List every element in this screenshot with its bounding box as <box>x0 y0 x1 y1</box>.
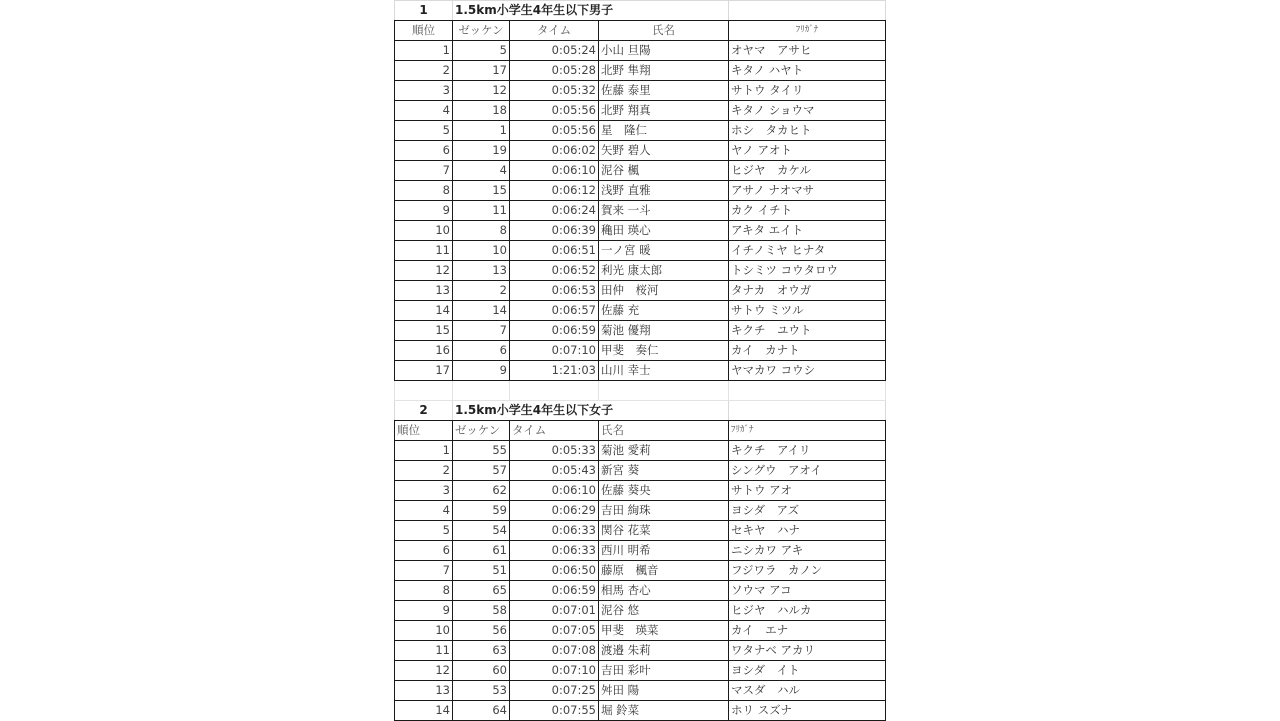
rank-cell[interactable]: 5 <box>395 121 453 141</box>
furigana-cell[interactable]: アサノ ナオマサ <box>729 181 886 201</box>
furigana-cell[interactable]: アキタ エイト <box>729 221 886 241</box>
table-row <box>395 661 886 681</box>
time-cell[interactable]: 0:06:39 <box>510 221 599 241</box>
time-cell[interactable]: 0:07:10 <box>510 341 599 361</box>
name-cell[interactable]: 甲斐 瑛菜 <box>599 621 729 641</box>
bib-cell[interactable]: 63 <box>453 641 510 661</box>
rank-cell[interactable]: 3 <box>395 481 453 501</box>
name-cell[interactable]: 山川 幸士 <box>599 361 729 381</box>
time-cell[interactable]: 0:05:43 <box>510 461 599 481</box>
furigana-cell[interactable]: イチノミヤ ヒナタ <box>729 241 886 261</box>
section-title-row <box>395 401 886 421</box>
name-cell[interactable]: 藤原 楓音 <box>599 561 729 581</box>
name-cell[interactable]: 吉田 彩叶 <box>599 661 729 681</box>
table-row <box>395 181 886 201</box>
rank-cell[interactable]: 5 <box>395 521 453 541</box>
name-cell[interactable]: 佐藤 葵央 <box>599 481 729 501</box>
results-sheet <box>394 0 885 721</box>
rank-cell[interactable]: 11 <box>395 641 453 661</box>
furigana-cell[interactable]: オヤマ アサヒ <box>729 41 886 61</box>
header-time[interactable]: タイム <box>510 421 599 441</box>
time-cell[interactable]: 0:07:10 <box>510 661 599 681</box>
name-cell[interactable]: 吉田 絢珠 <box>599 501 729 521</box>
table-row <box>395 261 886 281</box>
rank-cell[interactable]: 8 <box>395 181 453 201</box>
header-bib[interactable]: ゼッケン <box>453 421 510 441</box>
furigana-cell[interactable]: ソウマ アコ <box>729 581 886 601</box>
section-number[interactable]: 2 <box>395 401 453 421</box>
table-row <box>395 621 886 641</box>
table-row <box>395 361 886 381</box>
section-title-row <box>395 1 886 21</box>
table-row <box>395 121 886 141</box>
table-row <box>395 481 886 501</box>
bib-cell[interactable]: 12 <box>453 81 510 101</box>
furigana-cell[interactable]: サトウ タイリ <box>729 81 886 101</box>
rank-cell[interactable]: 8 <box>395 581 453 601</box>
bib-cell[interactable]: 17 <box>453 61 510 81</box>
bib-cell[interactable]: 11 <box>453 201 510 221</box>
bib-cell[interactable]: 13 <box>453 261 510 281</box>
name-cell[interactable]: 相馬 杏心 <box>599 581 729 601</box>
table-row <box>395 41 886 61</box>
rank-cell[interactable]: 6 <box>395 141 453 161</box>
time-cell[interactable]: 0:06:33 <box>510 541 599 561</box>
rank-cell[interactable]: 10 <box>395 621 453 641</box>
results-table <box>394 0 886 721</box>
furigana-cell[interactable]: シングウ アオイ <box>729 461 886 481</box>
furigana-cell[interactable]: タナカ オウガ <box>729 281 886 301</box>
rank-cell[interactable]: 2 <box>395 61 453 81</box>
rank-cell[interactable]: 10 <box>395 221 453 241</box>
time-cell[interactable]: 0:05:56 <box>510 121 599 141</box>
rank-cell[interactable]: 16 <box>395 341 453 361</box>
name-cell[interactable]: 佐藤 泰里 <box>599 81 729 101</box>
time-cell[interactable]: 0:06:59 <box>510 321 599 341</box>
furigana-cell[interactable]: ワタナベ アカリ <box>729 641 886 661</box>
table-row <box>395 141 886 161</box>
bib-cell[interactable]: 65 <box>453 581 510 601</box>
rank-cell[interactable]: 7 <box>395 161 453 181</box>
header-furigana[interactable]: ﾌﾘｶﾞﾅ <box>729 21 886 41</box>
time-cell[interactable]: 0:07:55 <box>510 701 599 721</box>
name-cell[interactable]: 新宮 葵 <box>599 461 729 481</box>
bib-cell[interactable]: 64 <box>453 701 510 721</box>
rank-cell[interactable]: 1 <box>395 441 453 461</box>
bib-cell[interactable]: 4 <box>453 161 510 181</box>
name-cell[interactable]: 浅野 直雅 <box>599 181 729 201</box>
name-cell[interactable]: 菊池 優翔 <box>599 321 729 341</box>
furigana-cell[interactable]: ヨシダ アズ <box>729 501 886 521</box>
name-cell[interactable]: 小山 旦陽 <box>599 41 729 61</box>
header-bib[interactable]: ゼッケン <box>453 21 510 41</box>
rank-cell[interactable]: 6 <box>395 541 453 561</box>
bib-cell[interactable]: 10 <box>453 241 510 261</box>
name-cell[interactable]: 北野 隼翔 <box>599 61 729 81</box>
bib-cell[interactable]: 14 <box>453 301 510 321</box>
header-rank[interactable]: 順位 <box>395 21 453 41</box>
time-cell[interactable]: 0:06:02 <box>510 141 599 161</box>
bib-cell[interactable]: 18 <box>453 101 510 121</box>
name-cell[interactable]: 一ノ宮 暖 <box>599 241 729 261</box>
table-row <box>395 601 886 621</box>
rank-cell[interactable]: 12 <box>395 661 453 681</box>
empty-cell[interactable] <box>599 381 729 401</box>
table-row <box>395 561 886 581</box>
rank-cell[interactable]: 17 <box>395 361 453 381</box>
table-row <box>395 521 886 541</box>
table-row <box>395 681 886 701</box>
time-cell[interactable]: 0:07:08 <box>510 641 599 661</box>
header-time[interactable]: タイム <box>510 21 599 41</box>
bib-cell[interactable]: 62 <box>453 481 510 501</box>
furigana-cell[interactable]: ヒジヤ ハルカ <box>729 601 886 621</box>
header-furigana[interactable]: ﾌﾘｶﾞﾅ <box>729 421 886 441</box>
name-cell[interactable]: 堀 鈴菜 <box>599 701 729 721</box>
furigana-cell[interactable]: キタノ ハヤト <box>729 61 886 81</box>
rank-cell[interactable]: 7 <box>395 561 453 581</box>
table-row <box>395 281 886 301</box>
empty-cell[interactable] <box>395 381 453 401</box>
furigana-cell[interactable]: カク イチト <box>729 201 886 221</box>
name-cell[interactable]: 西川 明希 <box>599 541 729 561</box>
section-title[interactable]: 1.5km小学生4年生以下男子 <box>453 1 729 21</box>
name-cell[interactable]: 泥谷 悠 <box>599 601 729 621</box>
bib-cell[interactable]: 1 <box>453 121 510 141</box>
table-row <box>395 161 886 181</box>
table-row <box>395 541 886 561</box>
name-cell[interactable]: 田仲 桜河 <box>599 281 729 301</box>
table-row <box>395 501 886 521</box>
time-cell[interactable]: 0:05:56 <box>510 101 599 121</box>
name-cell[interactable]: 賀来 一斗 <box>599 201 729 221</box>
bib-cell[interactable]: 9 <box>453 361 510 381</box>
empty-cell[interactable] <box>453 381 510 401</box>
column-header-row <box>395 421 886 441</box>
time-cell[interactable]: 0:05:32 <box>510 81 599 101</box>
time-cell[interactable]: 0:06:12 <box>510 181 599 201</box>
time-cell[interactable]: 0:07:25 <box>510 681 599 701</box>
bib-cell[interactable]: 53 <box>453 681 510 701</box>
table-row <box>395 101 886 121</box>
rank-cell[interactable]: 13 <box>395 281 453 301</box>
name-cell[interactable]: 泥谷 楓 <box>599 161 729 181</box>
time-cell[interactable]: 0:05:33 <box>510 441 599 461</box>
bib-cell[interactable]: 55 <box>453 441 510 461</box>
name-cell[interactable]: 甲斐 奏仁 <box>599 341 729 361</box>
time-cell[interactable]: 0:06:33 <box>510 521 599 541</box>
header-rank[interactable]: 順位 <box>395 421 453 441</box>
empty-cell[interactable] <box>510 381 599 401</box>
table-row <box>395 201 886 221</box>
header-name[interactable]: 氏名 <box>599 21 729 41</box>
rank-cell[interactable]: 3 <box>395 81 453 101</box>
table-row <box>395 641 886 661</box>
time-cell[interactable]: 0:06:51 <box>510 241 599 261</box>
time-cell[interactable]: 0:06:53 <box>510 281 599 301</box>
rank-cell[interactable]: 2 <box>395 461 453 481</box>
furigana-cell[interactable]: ヒジヤ カケル <box>729 161 886 181</box>
bib-cell[interactable]: 60 <box>453 661 510 681</box>
name-cell[interactable]: 菊池 愛莉 <box>599 441 729 461</box>
time-cell[interactable]: 0:05:24 <box>510 41 599 61</box>
bib-cell[interactable]: 2 <box>453 281 510 301</box>
rank-cell[interactable]: 4 <box>395 501 453 521</box>
name-cell[interactable]: 穐田 瑛心 <box>599 221 729 241</box>
rank-cell[interactable]: 1 <box>395 41 453 61</box>
rank-cell[interactable]: 9 <box>395 201 453 221</box>
furigana-cell[interactable]: ヤマカワ コウシ <box>729 361 886 381</box>
time-cell[interactable]: 0:06:57 <box>510 301 599 321</box>
furigana-cell[interactable]: マスダ ハル <box>729 681 886 701</box>
table-row <box>395 321 886 341</box>
time-cell[interactable]: 1:21:03 <box>510 361 599 381</box>
table-row <box>395 241 886 261</box>
table-row <box>395 441 886 461</box>
time-cell[interactable]: 0:06:50 <box>510 561 599 581</box>
furigana-cell[interactable]: セキヤ ハナ <box>729 521 886 541</box>
bib-cell[interactable]: 58 <box>453 601 510 621</box>
table-row <box>395 581 886 601</box>
furigana-cell[interactable]: ホリ スズナ <box>729 701 886 721</box>
furigana-cell[interactable]: ニシカワ アキ <box>729 541 886 561</box>
name-cell[interactable]: 関谷 花菜 <box>599 521 729 541</box>
furigana-cell[interactable]: キクチ ユウト <box>729 321 886 341</box>
bib-cell[interactable]: 56 <box>453 621 510 641</box>
rank-cell[interactable]: 13 <box>395 681 453 701</box>
time-cell[interactable]: 0:06:59 <box>510 581 599 601</box>
name-cell[interactable]: 舛田 陽 <box>599 681 729 701</box>
table-row <box>395 461 886 481</box>
name-cell[interactable]: 渡邉 朱莉 <box>599 641 729 661</box>
furigana-cell[interactable]: ホシ タカヒト <box>729 121 886 141</box>
name-cell[interactable]: 北野 翔真 <box>599 101 729 121</box>
rank-cell[interactable]: 9 <box>395 601 453 621</box>
table-row <box>395 81 886 101</box>
header-name[interactable]: 氏名 <box>599 421 729 441</box>
empty-cell[interactable] <box>729 401 886 421</box>
bib-cell[interactable]: 61 <box>453 541 510 561</box>
bib-cell[interactable]: 5 <box>453 41 510 61</box>
rank-cell[interactable]: 4 <box>395 101 453 121</box>
rank-cell[interactable]: 12 <box>395 261 453 281</box>
empty-cell[interactable] <box>729 1 886 21</box>
table-row <box>395 221 886 241</box>
table-row <box>395 341 886 361</box>
time-cell[interactable]: 0:06:29 <box>510 501 599 521</box>
bib-cell[interactable]: 51 <box>453 561 510 581</box>
time-cell[interactable]: 0:06:10 <box>510 161 599 181</box>
name-cell[interactable]: 利光 康太郎 <box>599 261 729 281</box>
column-header-row <box>395 21 886 41</box>
bib-cell[interactable]: 7 <box>453 321 510 341</box>
spacer-row <box>395 381 886 401</box>
time-cell[interactable]: 0:07:05 <box>510 621 599 641</box>
furigana-cell[interactable]: ヤノ アオト <box>729 141 886 161</box>
furigana-cell[interactable]: トシミツ コウタロウ <box>729 261 886 281</box>
bib-cell[interactable]: 6 <box>453 341 510 361</box>
time-cell[interactable]: 0:06:24 <box>510 201 599 221</box>
table-row <box>395 301 886 321</box>
rank-cell[interactable]: 11 <box>395 241 453 261</box>
furigana-cell[interactable]: キタノ ショウマ <box>729 101 886 121</box>
bib-cell[interactable]: 15 <box>453 181 510 201</box>
bib-cell[interactable]: 57 <box>453 461 510 481</box>
furigana-cell[interactable]: カイ カナト <box>729 341 886 361</box>
time-cell[interactable]: 0:06:52 <box>510 261 599 281</box>
bib-cell[interactable]: 59 <box>453 501 510 521</box>
furigana-cell[interactable]: サトウ ミツル <box>729 301 886 321</box>
name-cell[interactable]: 佐藤 充 <box>599 301 729 321</box>
table-row <box>395 61 886 81</box>
name-cell[interactable]: 星 隆仁 <box>599 121 729 141</box>
bib-cell[interactable]: 8 <box>453 221 510 241</box>
furigana-cell[interactable]: フジワラ カノン <box>729 561 886 581</box>
empty-cell[interactable] <box>729 381 886 401</box>
furigana-cell[interactable]: カイ エナ <box>729 621 886 641</box>
furigana-cell[interactable]: サトウ アオ <box>729 481 886 501</box>
time-cell[interactable]: 0:07:01 <box>510 601 599 621</box>
furigana-cell[interactable]: ヨシダ イト <box>729 661 886 681</box>
furigana-cell[interactable]: キクチ アイリ <box>729 441 886 461</box>
bib-cell[interactable]: 54 <box>453 521 510 541</box>
table-row <box>395 701 886 721</box>
time-cell[interactable]: 0:05:28 <box>510 61 599 81</box>
bib-cell[interactable]: 19 <box>453 141 510 161</box>
time-cell[interactable]: 0:06:10 <box>510 481 599 501</box>
section-number[interactable]: 1 <box>395 1 453 21</box>
name-cell[interactable]: 矢野 碧人 <box>599 141 729 161</box>
rank-cell[interactable]: 14 <box>395 301 453 321</box>
rank-cell[interactable]: 15 <box>395 321 453 341</box>
rank-cell[interactable]: 14 <box>395 701 453 721</box>
section-title[interactable]: 1.5km小学生4年生以下女子 <box>453 401 729 421</box>
